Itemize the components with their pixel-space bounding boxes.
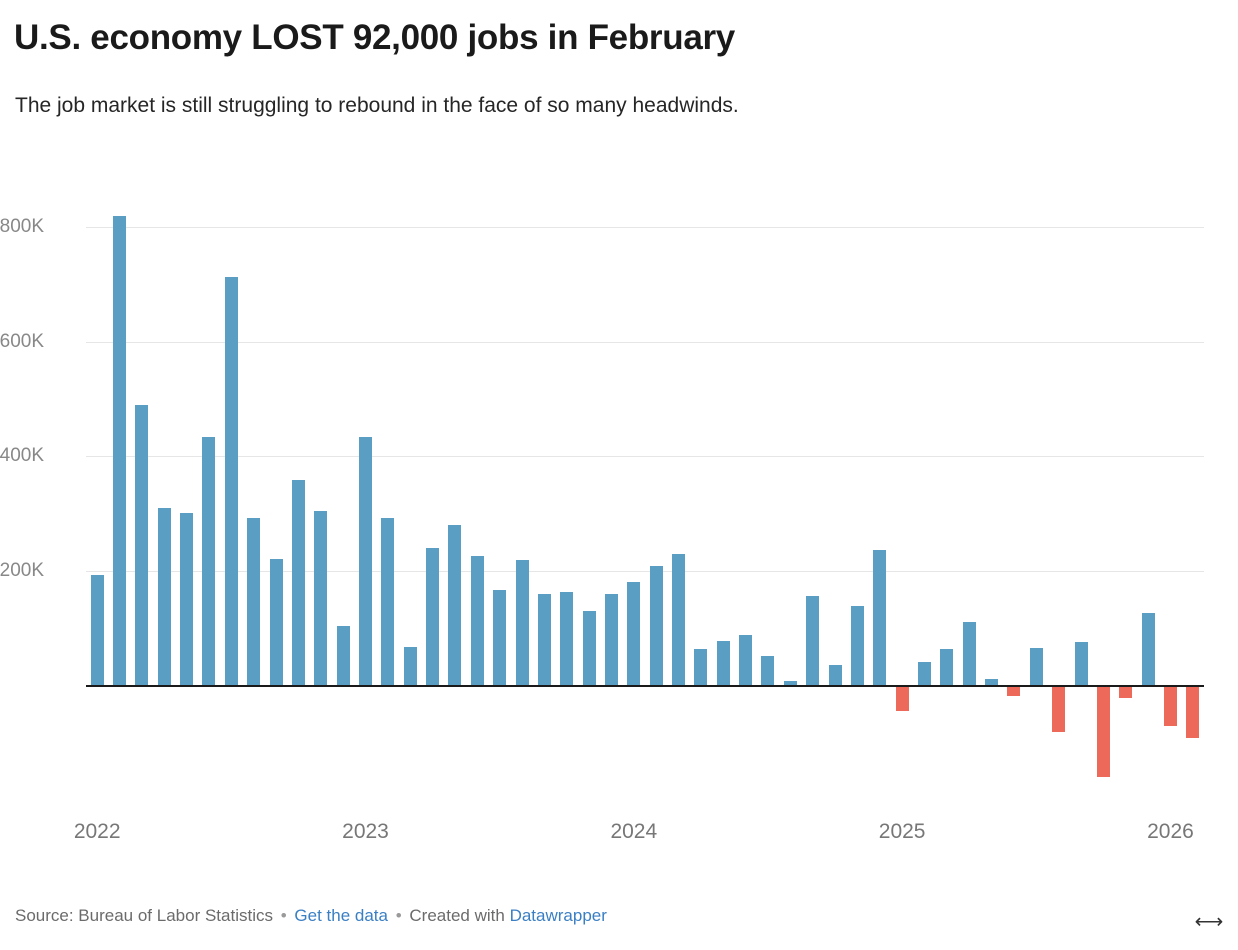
bar[interactable]	[963, 622, 976, 686]
x-axis-tick-label: 2023	[342, 820, 389, 843]
bar[interactable]	[1075, 642, 1088, 686]
bar[interactable]	[516, 560, 529, 685]
bar[interactable]	[225, 277, 238, 686]
bar[interactable]	[1052, 685, 1065, 732]
page-title: U.S. economy LOST 92,000 jobs in February	[14, 18, 735, 57]
bar[interactable]	[448, 525, 461, 686]
datawrapper-link[interactable]: Datawrapper	[509, 906, 607, 925]
bar[interactable]	[829, 665, 842, 685]
bar[interactable]	[158, 508, 171, 686]
x-axis-tick-label: 2024	[610, 820, 658, 843]
bar[interactable]	[896, 685, 909, 711]
y-axis-tick-label: 200K	[0, 559, 44, 581]
bar[interactable]	[806, 596, 819, 686]
created-with-label: Created with	[409, 906, 505, 925]
bar[interactable]	[940, 649, 953, 686]
bar[interactable]	[91, 575, 104, 686]
y-axis-tick-label: 400K	[0, 445, 44, 467]
source-label: Source: Bureau of Labor Statistics	[15, 906, 273, 925]
bar[interactable]	[1164, 685, 1177, 725]
footer-separator-1: •	[280, 906, 287, 925]
footer-separator-2: •	[395, 906, 402, 925]
bar[interactable]	[650, 566, 663, 685]
bar[interactable]	[538, 594, 551, 686]
bar[interactable]	[359, 437, 372, 686]
x-axis-ticks	[73, 820, 1204, 860]
bar[interactable]	[493, 590, 506, 686]
x-axis-tick-label: 2022	[73, 820, 121, 843]
bar[interactable]	[1097, 685, 1110, 777]
bar[interactable]	[270, 559, 283, 686]
plot-area	[0, 170, 1204, 800]
bar[interactable]	[314, 511, 327, 685]
bar[interactable]	[113, 216, 126, 686]
bar[interactable]	[426, 548, 439, 685]
y-axis-tick-label: 800K	[0, 216, 44, 238]
bar[interactable]	[583, 611, 596, 685]
bar[interactable]	[1030, 648, 1043, 685]
x-axis-tick-label: 2026	[1147, 820, 1194, 843]
bar[interactable]	[560, 592, 573, 685]
bar[interactable]	[180, 513, 193, 686]
bar[interactable]	[761, 656, 774, 686]
bar[interactable]	[292, 480, 305, 686]
y-axis-tick-label: 600K	[0, 330, 44, 352]
resize-handle-icon[interactable]: ⟷	[1194, 910, 1224, 933]
bar[interactable]	[694, 649, 707, 685]
get-the-data-link[interactable]: Get the data	[294, 906, 388, 925]
bar[interactable]	[985, 679, 998, 686]
bar[interactable]	[873, 550, 886, 686]
bar[interactable]	[1186, 685, 1199, 738]
chart-footer	[15, 906, 607, 926]
bar[interactable]	[672, 554, 685, 685]
bar[interactable]	[337, 626, 350, 686]
bar-series	[86, 170, 1204, 800]
bar[interactable]	[717, 641, 730, 686]
x-axis-tick-label: 2025	[878, 820, 926, 843]
bar[interactable]	[202, 437, 215, 686]
bar[interactable]	[247, 518, 260, 685]
bar[interactable]	[739, 635, 752, 685]
bar[interactable]	[135, 405, 148, 686]
bar[interactable]	[605, 594, 618, 685]
bar[interactable]	[381, 518, 394, 685]
bar[interactable]	[471, 556, 484, 685]
zero-axis-line	[86, 685, 1204, 687]
chart-subtitle: The job market is still struggling to rebound in the face of so many headwinds.	[15, 94, 739, 117]
bar[interactable]	[404, 647, 417, 686]
bar[interactable]	[1142, 613, 1155, 685]
bar[interactable]	[627, 582, 640, 685]
bar[interactable]	[918, 662, 931, 685]
bar[interactable]	[851, 606, 864, 685]
